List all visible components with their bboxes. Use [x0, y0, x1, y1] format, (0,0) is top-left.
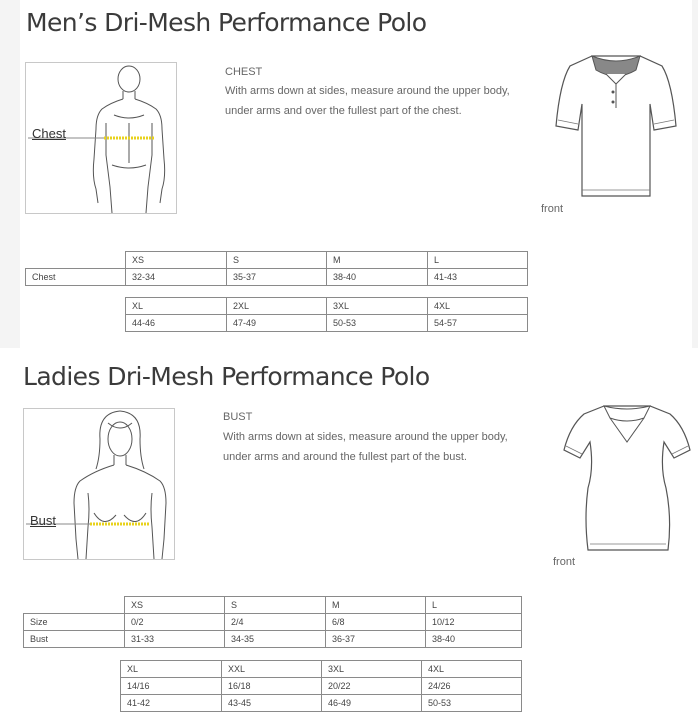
size-header: L	[426, 597, 522, 614]
size-header: XS	[126, 252, 227, 269]
table-cell: 50-53	[327, 315, 428, 332]
size-header: XL	[121, 661, 222, 678]
mens-measure-heading: CHEST	[225, 66, 263, 78]
table-cell: 47-49	[227, 315, 327, 332]
table-cell: 54-57	[428, 315, 528, 332]
size-header: XL	[126, 298, 227, 315]
mens-polo-icon	[550, 48, 680, 203]
table-cell: 20/22	[322, 678, 422, 695]
row-label: Chest	[26, 269, 126, 286]
ladies-measure-description: With arms down at sides, measure around the upper body, under arms and around the fullest part of the bust.	[223, 431, 508, 463]
size-header: XS	[125, 597, 225, 614]
size-header: 2XL	[227, 298, 327, 315]
row-label: Size	[24, 614, 125, 631]
table-cell: 38-40	[426, 631, 522, 648]
table-row	[24, 614, 522, 631]
table-cell: 41-43	[428, 269, 528, 286]
size-header: 3XL	[322, 661, 422, 678]
ladies-shirt-caption: front	[553, 556, 576, 568]
size-header: XXL	[222, 661, 322, 678]
size-header: 4XL	[428, 298, 528, 315]
mens-shirt-illustration	[550, 48, 680, 203]
female-body-illustration	[24, 409, 174, 559]
size-header: L	[428, 252, 528, 269]
bust-figure-label: Bust	[30, 513, 57, 528]
table-header-row	[26, 252, 528, 269]
table-cell: 35-37	[227, 269, 327, 286]
size-header: M	[327, 252, 428, 269]
mens-size-table-2	[125, 297, 528, 332]
ladies-polo-icon	[560, 398, 695, 558]
table-row	[24, 631, 522, 648]
ladies-size-table-1	[23, 596, 522, 648]
table-cell: 31-33	[125, 631, 225, 648]
table-cell: 38-40	[327, 269, 428, 286]
size-header: M	[326, 597, 426, 614]
mens-title: Men’s Dri-Mesh Performance Polo	[26, 8, 427, 37]
size-header: 3XL	[327, 298, 428, 315]
ladies-measure-heading: BUST	[223, 411, 253, 423]
table-row	[26, 269, 528, 286]
size-header: 4XL	[422, 661, 522, 678]
table-cell: 14/16	[121, 678, 222, 695]
table-cell: 43-45	[222, 695, 322, 712]
mens-size-table-1	[25, 251, 528, 286]
table-row	[121, 695, 522, 712]
table-row	[126, 315, 528, 332]
table-cell: 34-35	[225, 631, 326, 648]
table-cell: 24/26	[422, 678, 522, 695]
table-cell: 44-46	[126, 315, 227, 332]
table-corner	[26, 252, 126, 269]
chest-figure-label: Chest	[32, 126, 66, 141]
table-cell: 6/8	[326, 614, 426, 631]
table-cell: 41-42	[121, 695, 222, 712]
ladies-body-figure	[23, 408, 175, 560]
mens-measure-description: With arms down at sides, measure around the upper body, under arms and over the fullest part of the chest.	[225, 85, 510, 117]
ladies-shirt-illustration	[560, 398, 695, 558]
size-header: S	[225, 597, 326, 614]
table-cell: 16/18	[222, 678, 322, 695]
table-cell: 2/4	[225, 614, 326, 631]
ladies-size-table-2	[120, 660, 522, 712]
table-cell: 0/2	[125, 614, 225, 631]
table-cell: 10/12	[426, 614, 522, 631]
table-corner	[24, 597, 125, 614]
mens-body-figure	[25, 62, 177, 214]
table-cell: 46-49	[322, 695, 422, 712]
table-cell: 50-53	[422, 695, 522, 712]
table-header-row	[121, 661, 522, 678]
size-header: S	[227, 252, 327, 269]
table-header-row	[24, 597, 522, 614]
table-header-row	[126, 298, 528, 315]
row-label: Bust	[24, 631, 125, 648]
table-cell: 36-37	[326, 631, 426, 648]
ladies-title: Ladies Dri-Mesh Performance Polo	[23, 362, 430, 391]
mens-shirt-caption: front	[541, 203, 564, 215]
table-cell: 32-34	[126, 269, 227, 286]
table-row	[121, 678, 522, 695]
